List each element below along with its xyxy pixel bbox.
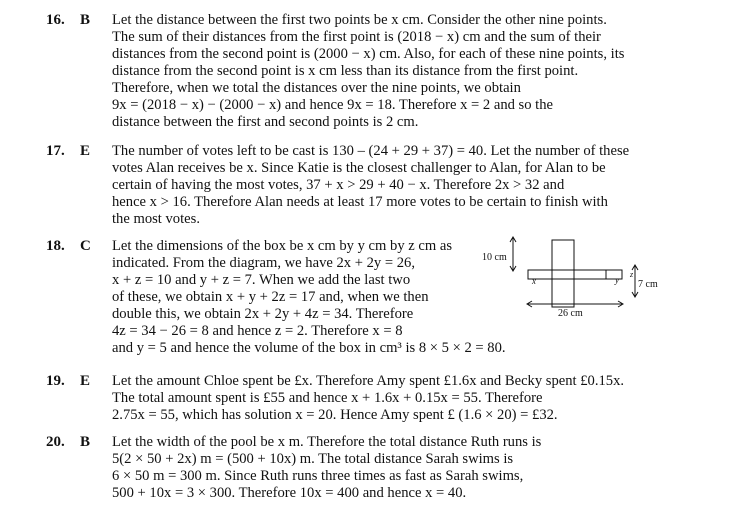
- solution-line: The number of votes left to be cast is 130 – (24 + 29 + 37) = 40. Let the number of these: [112, 143, 630, 159]
- solution-line: Therefore, when we total the distances over the nine points, we obtain: [112, 80, 521, 96]
- net-bottom-flap: [552, 279, 574, 307]
- solution-line: Let the amount Chloe spent be £x. Therefore Amy spent £1.6x and Becky spent £0.15x.: [112, 373, 625, 389]
- box-net-diagram: [478, 236, 660, 322]
- solution-line: 4z = 34 − 26 = 8 and hence z = 2. Therefore x = 8: [112, 323, 403, 339]
- question-number: 19.: [46, 373, 65, 389]
- solution-line: Let the width of the pool be x m. Therefore the total distance Ruth runs is: [112, 434, 542, 450]
- solution-line: distance between the first and second points is 2 cm.: [112, 114, 419, 130]
- net-central-strip: [528, 270, 622, 279]
- label-10cm: 10 cm: [482, 252, 507, 263]
- solution-line: double this, we obtain 2x + 2y + 4z = 34. Therefore: [112, 306, 414, 322]
- solution-line: 2.75x = 55, which has solution x = 20. Hence Amy spent £ (1.6 × 20) = £32.: [112, 407, 558, 423]
- answer-letter: C: [80, 238, 91, 254]
- solution-line: and y = 5 and hence the volume of the box in cm³ is 8 × 5 × 2 = 80.: [112, 340, 506, 356]
- solution-line: 6 × 50 m = 300 m. Since Ruth runs three times as fast as Sarah swims,: [112, 468, 524, 484]
- solution-line: Let the dimensions of the box be x cm by y cm by z cm as: [112, 238, 453, 254]
- label-7cm: 7 cm: [638, 279, 658, 290]
- label-x: x: [532, 276, 536, 286]
- solution-line: hence x > 16. Therefore Alan needs at least 17 more votes to be certain to finish with: [112, 194, 608, 210]
- question-number: 20.: [46, 434, 65, 450]
- solution-text: [112, 143, 672, 228]
- label-y: y: [615, 275, 619, 285]
- answer-letter: B: [80, 12, 91, 28]
- solution-line: distances from the second point is (2000 − x) cm. Also, for each of these nine points, its: [112, 46, 625, 62]
- answer-letter: E: [80, 373, 91, 389]
- solution-line: Let the distance between the first two points be x cm. Consider the other nine points.: [112, 12, 607, 28]
- solution-line: 9x = (2018 − x) − (2000 − x) and hence 9x = 18. Therefore x = 2 and so the: [112, 97, 554, 113]
- solution-line: 500 + 10x = 3 × 300. Therefore 10x = 400 and hence x = 40.: [112, 485, 467, 501]
- net-top-flap: [552, 240, 574, 270]
- solution-line: of these, we obtain x + y + 2z = 17 and, when we then: [112, 289, 429, 305]
- solution-text: [112, 434, 672, 502]
- solution-line: The total amount spent is £55 and hence x + 1.6x + 0.15x = 55. Therefore: [112, 390, 543, 406]
- solution-line: indicated. From the diagram, we have 2x + 2y = 26,: [112, 255, 415, 271]
- solution-line: votes Alan receives be x. Since Katie is the closest challenger to Alan, for Alan to be: [112, 160, 606, 176]
- question-number: 18.: [46, 238, 65, 254]
- solution-line: The sum of their distances from the first point is (2018 − x) cm and the sum of their: [112, 29, 601, 45]
- solution-line: certain of having the most votes, 37 + x > 29 + 40 − x. Therefore 2x > 32 and: [112, 177, 565, 193]
- answer-letter: E: [80, 143, 91, 159]
- label-z: z: [630, 270, 634, 279]
- question-number: 16.: [46, 12, 65, 28]
- label-26cm: 26 cm: [558, 308, 583, 319]
- solution-line: x + z = 10 and y + z = 7. When we add the last two: [112, 272, 411, 288]
- solution-text: [112, 373, 672, 424]
- solution-line: the most votes.: [112, 211, 200, 227]
- question-number: 17.: [46, 143, 65, 159]
- solution-line: distance from the second point is x cm less than its distance from the first point.: [112, 63, 579, 79]
- answer-letter: B: [80, 434, 91, 450]
- solution-text: [112, 12, 672, 131]
- solution-line: 5(2 × 50 + 2x) m = (500 + 10x) m. The total distance Sarah swims is: [112, 451, 514, 467]
